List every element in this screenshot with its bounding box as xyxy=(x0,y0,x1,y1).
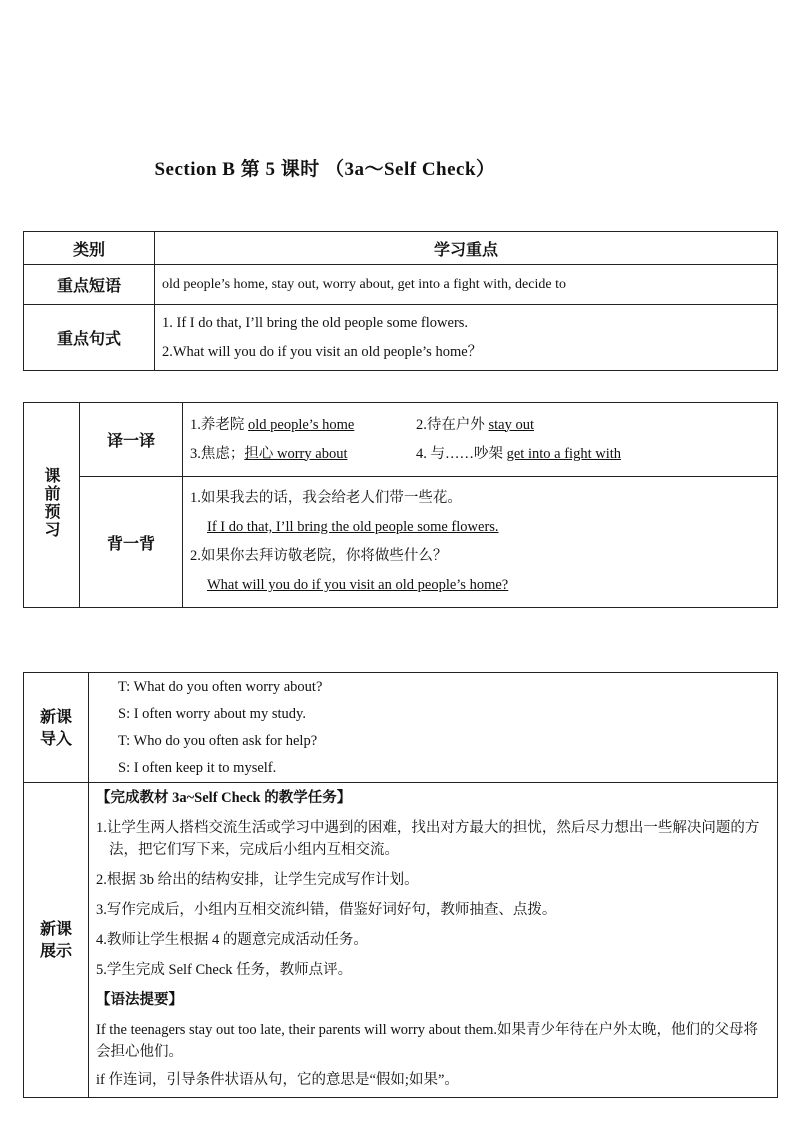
preview-table xyxy=(23,402,778,608)
recite-line-2: If I do that, I’ll bring the old people some flowers. xyxy=(207,519,499,535)
key-phrases-label: 重点短语 xyxy=(24,265,155,305)
intro-label-text: 新课导入 xyxy=(39,706,72,748)
translate-item-4-prefix: 4. 与……吵架 xyxy=(416,445,507,462)
recite-line-4: What will you do if you visit an old people’s home? xyxy=(207,577,509,593)
intro-content xyxy=(89,673,778,783)
show-label-text: 新课展示 xyxy=(39,919,72,960)
focus-header: 学习重点 xyxy=(155,232,778,265)
key-sentence-2: 2.What will you do if you visit an old people’s home？ xyxy=(162,343,483,360)
intro-line-3: T: Who do you often ask for help? xyxy=(118,732,318,749)
recite-label: 背一背 xyxy=(80,477,183,608)
grammar-note: if 作连词，引导条件状语从句，它的意思是“假如;如果”。 xyxy=(96,1072,459,1088)
translate-item-3-prefix: 3.焦虑； xyxy=(190,445,245,462)
translate-label: 译一译 xyxy=(80,403,183,477)
task-5: 5.学生完成 Self Check 任务，教师点评。 xyxy=(96,962,353,978)
translate-item-1-answer: old people’s home xyxy=(248,416,355,433)
task-heading: 【完成教材 3a~Self Check 的教学任务】 xyxy=(96,790,352,806)
task-3: 3.写作完成后，小组内互相交流纠错，借鉴好词好句，教师抽查、点拨。 xyxy=(96,902,557,918)
key-sentences-content xyxy=(155,305,778,371)
recite-content xyxy=(183,477,778,608)
task-1: 1.让学生两人搭档交流生活或学习中遇到的困难，找出对方最大的担忧，然后尽力想出一些解决问题的方法，把它们写下来，完成后小组内互相交流。 xyxy=(96,820,760,858)
task-2: 2.根据 3b 给出的结构安排，让学生完成写作计划。 xyxy=(96,872,419,888)
translate-content xyxy=(183,403,778,477)
intro-line-4: S: I often keep it to myself. xyxy=(118,759,277,776)
grammar-heading: 【语法提要】 xyxy=(96,992,183,1008)
intro-label xyxy=(24,673,89,783)
lesson-table xyxy=(23,672,778,1098)
translate-item-2-answer: stay out xyxy=(488,416,535,433)
recite-line-3: 2.如果你去拜访敬老院，你将做些什么？ xyxy=(190,548,448,564)
translate-item-2-prefix: 2.待在户外 xyxy=(416,416,489,433)
show-content xyxy=(89,783,778,1098)
key-sentences-label: 重点句式 xyxy=(24,305,155,371)
focus-table xyxy=(23,231,778,371)
preview-side-label xyxy=(24,403,80,608)
page-title xyxy=(0,154,800,181)
translate-item-1-prefix: 1.养老院 xyxy=(190,416,248,433)
translate-item-3-answer: 担心 worry about xyxy=(244,445,348,462)
recite-line-1: 1.如果我去的话，我会给老人们带一些花。 xyxy=(190,490,462,506)
task-4: 4.教师让学生根据 4 的题意完成活动任务。 xyxy=(96,932,368,948)
key-phrases-content: old people’s home, stay out, worry about, get into a fight with, decide to xyxy=(155,265,778,305)
page-title-text: Section B 第 5 课时 （3a～Self Check） xyxy=(154,159,496,180)
intro-line-2: S: I often worry about my study. xyxy=(118,705,306,722)
translate-item-4-answer: get into a fight with xyxy=(506,445,621,462)
grammar-example: If the teenagers stay out too late, their parents will worry about them.如果青少年待在户外太晚，他们的父母将会担心他们。 xyxy=(96,1022,759,1060)
intro-line-1: T: What do you often worry about? xyxy=(118,678,323,695)
translate-row-1 xyxy=(190,411,777,440)
translate-row-2 xyxy=(190,440,777,469)
key-sentence-1: 1. If I do that, I’ll bring the old people some flowers. xyxy=(162,314,469,331)
category-header: 类别 xyxy=(24,232,155,265)
preview-side-text: 课前预习 xyxy=(42,467,61,539)
show-label xyxy=(24,783,89,1098)
